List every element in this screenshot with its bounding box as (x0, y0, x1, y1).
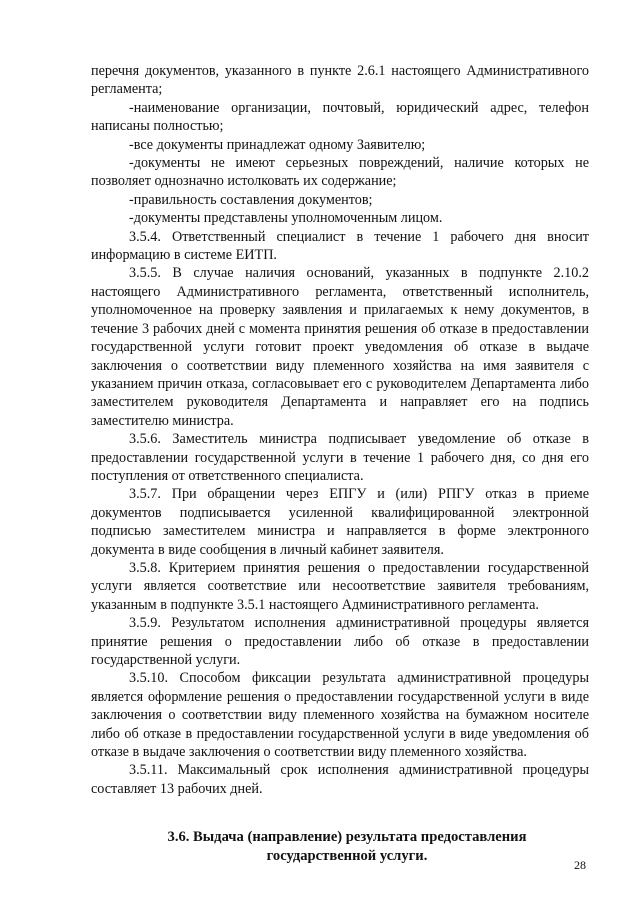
paragraph-3-5-7: 3.5.7. При обращении через ЕПГУ и (или) РПГУ отказ в приеме документов подписывается усиленной квалифицированной электронной подписью заместителем министра и направляется в форме электронного документа в виде сообщения в личный кабинет заявителя. (91, 486, 589, 558)
paragraph-3-5-10: 3.5.10. Способом фиксации результата административной процедуры является оформление решения о предоставлении государственной услуги в виде заключения о соответствии виду племенного хозяйства на бумажном носителе либо об отказе в предоставлении государственной услуги в виде уведомления об отказе в выдаче заключения о соответствии виду племенного хозяйства. (91, 670, 589, 761)
document-body (91, 62, 589, 866)
paragraph-3-5-6: 3.5.6. Заместитель министра подписывает уведомление об отказе в предоставлении государственной услуги в течение 1 рабочего дня, со дня его поступления от ответственного специалиста. (91, 431, 589, 484)
paragraph-5: -правильность составления документов; (129, 191, 373, 208)
paragraph-3-5-9: 3.5.9. Результатом исполнения административной процедуры является принятие решения о предоставлении либо об отказе в предоставлении государственной услуги. (91, 615, 589, 668)
paragraph-3-5-8: 3.5.8. Критерием принятия решения о предоставлении государственной услуги является соответствие или несоответствие заявителя требованиям, указанным в подпункте 3.5.1 настоящего Административного регламента. (91, 559, 589, 613)
paragraph-3: -все документы принадлежат одному Заявителю; (129, 136, 426, 153)
section-heading-line-1: 3.6. Выдача (направление) результата предоставления (167, 829, 527, 846)
paragraph-4: -документы не имеют серьезных повреждений, наличие которых не позволяет однозначно истолковать их содержание; (91, 155, 589, 190)
paragraph-2: -наименование организации, почтовый, юридический адрес, телефон написаны полностью; (91, 99, 589, 135)
section-heading-line-2: государственной услуги. (266, 848, 428, 865)
page-number: 28 (574, 858, 586, 872)
paragraph-6: -документы представлены уполномоченным лицом. (129, 210, 443, 227)
paragraph-1: перечня документов, указанного в пункте 2.6.1 настоящего Административного регламента; (91, 63, 589, 98)
paragraph-3-5-5: 3.5.5. В случае наличия оснований, указанных в подпункте 2.10.2 настоящего Административного регламента, ответственный исполнитель, уполномоченное на проверку заявления и прилагаемых к нему документов, в течение 3 рабочих дней с момента принятия решения об отказе в предоставлении государственной услуги готовит проект уведомления об отказе в выдаче заключения о соответствии виду племенного хозяйства на имя заявителя с указанием причин отказа, согласовывает его с руководителем Департамента либо заместителем руководителя Департамента и направляет его на подпись заместителю министра. (91, 265, 589, 429)
paragraph-3-5-4: 3.5.4. Ответственный специалист в течение 1 рабочего дня вносит информацию в системе ЕИТП. (91, 228, 589, 264)
paragraph-3-5-11: 3.5.11. Максимальный срок исполнения административной процедуры составляет 13 рабочих дней. (91, 762, 589, 797)
section-heading (91, 828, 589, 866)
